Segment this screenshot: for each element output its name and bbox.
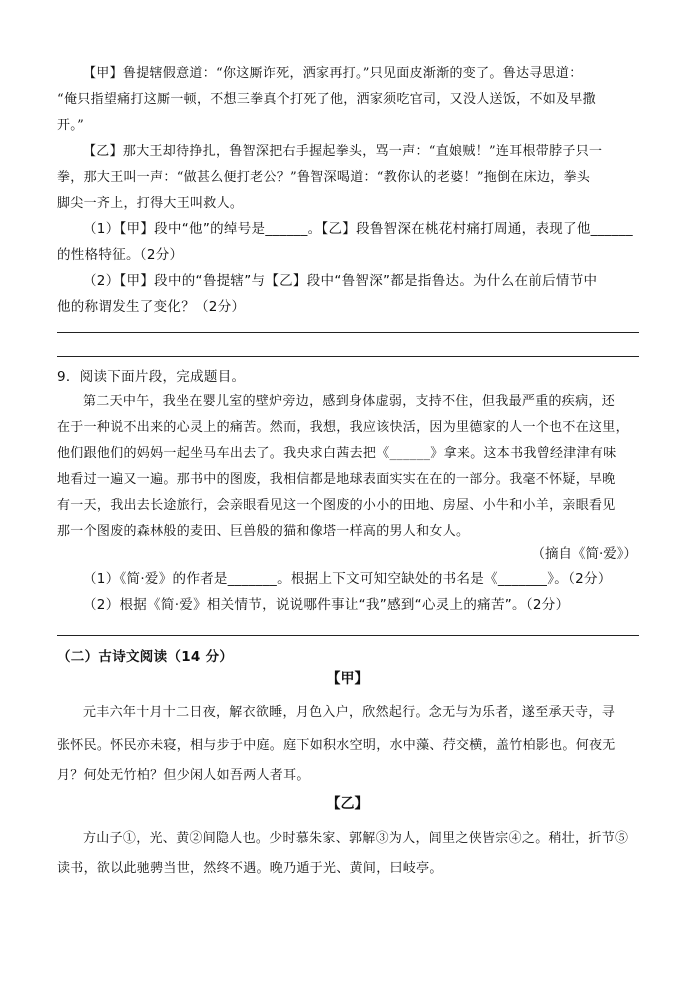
passage-line: 读书，欲以此驰骋当世，然终不遇。晚乃遁于光、黄间，曰岐亭。 — [57, 861, 443, 876]
passage-line: 开。” — [57, 118, 85, 133]
question-line: 他的称谓发生了变化？（2分） — [57, 299, 246, 315]
passage-line: 月？何处无竹柏？但少闲人如吾两人者耳。 — [57, 768, 310, 783]
section-divider — [57, 635, 639, 636]
q9-title: 9．阅读下面片段，完成题目。 — [57, 369, 246, 385]
passage-yi-water-margin — [57, 139, 641, 165]
classical-jia — [57, 731, 641, 791]
passage-line: 张怀民。怀民亦未寝，相与步于中庭。庭下如积水空明，水中藻、荇交横，盖竹柏影也。何夜无 — [57, 738, 616, 753]
classical-yi — [57, 856, 641, 882]
q8-sub1 — [57, 216, 641, 242]
question-line: （1）【甲】段中“他”的绰号是______。【乙】段鲁智深在桃花村痛打周通，表现了他______ — [83, 221, 633, 237]
q9-sub1: （1）《简·爱》的作者是_______。根据上下文可知空缺处的书名是《_______》。（2分） — [83, 571, 612, 587]
section2-heading: （二）古诗文阅读（14 分） — [57, 649, 234, 665]
passage-line: 地看过一遍又一遍。那书中的图废，我相信都是地球表面实实在在的一部分。我毫不怀疑，早晚 — [57, 472, 616, 487]
passage-line: 脚尖一齐上，打得大王叫救人。 — [57, 196, 244, 211]
passage-line: 在于一种说不出来的心灵上的痛苦。然而，我想，我应该快活，因为里德家的人一个也不在这里， — [57, 420, 629, 435]
q8-sub1-continued — [57, 242, 641, 268]
q9-sub2: （2）根据《简·爱》相关情节，说说哪件事让“我”感到“心灵上的痛苦”。（2分） — [83, 597, 570, 613]
passage-line: 元丰六年十月十二日夜，解衣欲睡，月色入户，欣然起行。念无与为乐者，遂至承天寺，寻 — [83, 705, 616, 720]
passage-line: 【乙】那大王却待挣扎，鲁智深把右手握起拳头，骂一声：“直娘贼！”连耳根带脖子只一 — [83, 144, 603, 159]
q8-sub2 — [57, 268, 641, 294]
poem-yi-label: 【乙】 — [326, 796, 369, 812]
classical-yi-first — [57, 826, 641, 852]
classical-jia-first — [57, 700, 641, 726]
q9-passage — [57, 415, 641, 545]
passage-line: “俺只指望痛打这厮一顿，不想三拳真个打死了他，洒家须吃官司，又没人送饭，不如及早撒 — [57, 92, 596, 107]
answer-line — [57, 332, 639, 333]
q8-sub2-continued — [57, 294, 641, 320]
question-line: 的性格特征。（2分） — [57, 247, 184, 263]
passage-line: 【甲】鲁提辖假意道：“你这厮诈死，洒家再打。”只见面皮渐渐的变了。鲁达寻思道： — [83, 66, 583, 81]
q9-source: （摘自《简·爱》） — [531, 546, 637, 562]
passage-jia-water-margin — [57, 61, 641, 87]
passage-line: 有一天，我出去长途旅行，会亲眼看见这一个图废的小小的田地、房屋、小牛和小羊，亲眼看见 — [57, 498, 616, 513]
passage-line: 那一个图废的森林般的麦田、巨兽般的猫和像塔一样高的男人和女人。 — [57, 524, 470, 539]
passage-yi-continued — [57, 165, 641, 217]
poem-jia-label: 【甲】 — [326, 671, 369, 687]
q9-passage-first — [57, 389, 641, 415]
passage-line: 方山子①，光、黄②间隐人也。少时慕朱家、郭解③为人，闾里之侠皆宗④之。稍壮，折节⑤ — [83, 831, 629, 846]
passage-line: 第二天中午，我坐在婴儿室的壁炉旁边，感到身体虚弱，支持不住，但我最严重的疾病，还 — [83, 394, 616, 409]
answer-line — [57, 356, 639, 357]
passage-line: 拳，那大王叫一声：“做甚么便打老公？”鲁智深喝道：“教你认的老婆！”拖倒在床边，拳头 — [57, 170, 591, 185]
passage-line: 他们跟他们的妈妈一起坐马车出去了。我央求白茜去把《______》拿来。这本书我曾经津津有味 — [57, 446, 617, 461]
question-line: （2）【甲】段中的“鲁提辖”与【乙】段中“鲁智深”都是指鲁达。为什么在前后情节中 — [83, 273, 598, 289]
passage-jia-continued — [57, 87, 641, 139]
